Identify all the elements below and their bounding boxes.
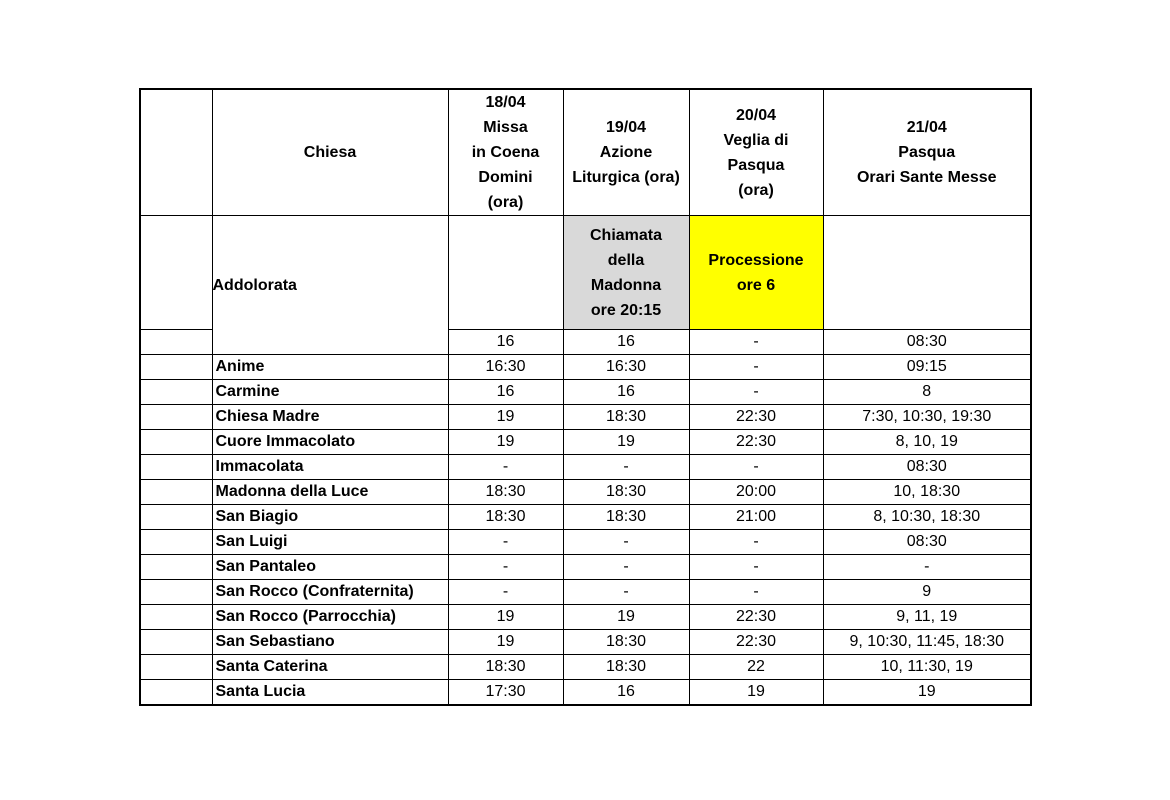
time-cell: 16:30 [448, 355, 563, 380]
header-18-04-line: Domini [478, 169, 533, 186]
empty-cell [448, 216, 563, 330]
time-cell: - [689, 530, 823, 555]
time-cell: 08:30 [823, 330, 1031, 355]
time-cell: 18:30 [448, 480, 563, 505]
time-cell: 22:30 [689, 405, 823, 430]
time-cell: 9, 10:30, 11:45, 18:30 [823, 630, 1031, 655]
time-cell: - [448, 455, 563, 480]
blank-cell [140, 216, 212, 330]
blank-cell [140, 655, 212, 680]
time-cell: - [689, 555, 823, 580]
table-row [140, 355, 1031, 380]
time-cell: - [563, 455, 689, 480]
schedule-body [140, 89, 1031, 705]
time-cell: 8, 10:30, 18:30 [823, 505, 1031, 530]
time-cell: 21:00 [689, 505, 823, 530]
blank-cell [140, 630, 212, 655]
header-18-04 [448, 89, 563, 216]
time-cell: 16 [448, 380, 563, 405]
time-cell: 16 [563, 330, 689, 355]
header-21-04-line: 21/04 [906, 119, 947, 136]
time-cell: 08:30 [823, 455, 1031, 480]
note-line: della [607, 251, 645, 269]
header-20-04-line: Veglia di [723, 131, 789, 149]
table-row [140, 580, 1031, 605]
time-cell: - [689, 455, 823, 480]
time-cell: 16 [563, 680, 689, 706]
note-line: Processione [708, 251, 804, 269]
table-row [140, 680, 1031, 706]
time-cell: 10, 18:30 [823, 480, 1031, 505]
table-row [140, 405, 1031, 430]
header-20-04-line: 20/04 [735, 106, 777, 124]
blank-cell [140, 530, 212, 555]
time-cell: 7:30, 10:30, 19:30 [823, 405, 1031, 430]
time-cell: 8 [823, 380, 1031, 405]
time-cell: 10, 11:30, 19 [823, 655, 1031, 680]
note-line: Chiamata [589, 226, 663, 244]
church-name: San Sebastiano [212, 630, 448, 655]
blank-cell [140, 480, 212, 505]
time-cell: - [448, 530, 563, 555]
time-cell: 08:30 [823, 530, 1031, 555]
church-name: Anime [212, 355, 448, 380]
time-cell: 22:30 [689, 630, 823, 655]
time-cell: 9, 11, 19 [823, 605, 1031, 630]
time-cell: 9 [823, 580, 1031, 605]
header-21-04-line: Pasqua [898, 144, 956, 161]
time-cell: - [823, 555, 1031, 580]
header-19-04-line: 19/04 [605, 119, 647, 136]
time-cell: - [563, 580, 689, 605]
table-row [140, 555, 1031, 580]
time-cell: 19 [448, 605, 563, 630]
time-cell: 22:30 [689, 605, 823, 630]
note-line: Madonna [590, 276, 662, 294]
addolorata-note-row [140, 216, 1031, 330]
church-name: San Rocco (Confraternita) [212, 580, 448, 605]
header-19-04 [563, 89, 689, 216]
time-cell: - [563, 530, 689, 555]
church-name: Chiesa Madre [212, 405, 448, 430]
church-name: Carmine [212, 380, 448, 405]
blank-cell [140, 405, 212, 430]
time-cell: 22:30 [689, 430, 823, 455]
header-20-04-line: Pasqua [727, 156, 785, 174]
time-cell: 8, 10, 19 [823, 430, 1031, 455]
table-row [140, 655, 1031, 680]
header-chiesa: Chiesa [212, 89, 448, 216]
church-name: Santa Lucia [212, 680, 448, 706]
empty-cell [823, 216, 1031, 330]
header-21-04-line: Orari Sante Messe [856, 169, 997, 186]
time-cell: 17:30 [448, 680, 563, 706]
table-row [140, 430, 1031, 455]
time-cell: 19 [448, 430, 563, 455]
header-18-04-line: 18/04 [485, 94, 526, 111]
table-row [140, 505, 1031, 530]
church-name: San Rocco (Parrocchia) [212, 605, 448, 630]
header-18-04-line: Missa [483, 119, 528, 136]
time-cell: 16 [563, 380, 689, 405]
time-cell: 19 [563, 605, 689, 630]
note-chiamata-madonna [563, 216, 689, 330]
time-cell: - [689, 580, 823, 605]
time-cell: 18:30 [448, 505, 563, 530]
time-cell: 18:30 [448, 655, 563, 680]
time-cell: 16:30 [563, 355, 689, 380]
time-cell: 18:30 [563, 655, 689, 680]
blank-cell [140, 380, 212, 405]
blank-cell [140, 330, 212, 355]
church-name-addolorata: Addolorata [212, 216, 448, 355]
time-cell: 19 [823, 680, 1031, 706]
church-name: Immacolata [212, 455, 448, 480]
time-cell: 19 [689, 680, 823, 706]
header-row [140, 89, 1031, 216]
header-18-04-line: (ora) [487, 194, 524, 211]
header-21-04 [823, 89, 1031, 216]
church-name: Santa Caterina [212, 655, 448, 680]
time-cell: - [689, 355, 823, 380]
time-cell: 18:30 [563, 480, 689, 505]
time-cell: 19 [448, 630, 563, 655]
table-row [140, 380, 1031, 405]
note-processione [689, 216, 823, 330]
time-cell: 22 [689, 655, 823, 680]
header-19-04-line: Liturgica (ora) [572, 169, 680, 186]
header-20-04 [689, 89, 823, 216]
table-row [140, 480, 1031, 505]
note-line: ore 20:15 [590, 301, 662, 319]
time-cell: 18:30 [563, 405, 689, 430]
header-18-04-line: in Coena [471, 144, 540, 161]
church-name: Madonna della Luce [212, 480, 448, 505]
blank-cell [140, 430, 212, 455]
time-cell: - [689, 330, 823, 355]
time-cell: 18:30 [563, 505, 689, 530]
header-20-04-line: (ora) [738, 181, 774, 199]
church-name: San Biagio [212, 505, 448, 530]
church-name: San Luigi [212, 530, 448, 555]
blank-cell [140, 580, 212, 605]
church-name: Cuore Immacolato [212, 430, 448, 455]
note-line: ore 6 [736, 276, 776, 294]
time-cell: 18:30 [563, 630, 689, 655]
blank-cell [140, 355, 212, 380]
blank-cell [140, 555, 212, 580]
table-row [140, 455, 1031, 480]
time-cell: 19 [448, 405, 563, 430]
table-row [140, 605, 1031, 630]
time-cell: - [448, 555, 563, 580]
table-row [140, 630, 1031, 655]
time-cell: 16 [448, 330, 563, 355]
time-cell: 09:15 [823, 355, 1031, 380]
blank-cell [140, 605, 212, 630]
time-cell: - [563, 555, 689, 580]
time-cell: - [448, 580, 563, 605]
church-name: San Pantaleo [212, 555, 448, 580]
table-row [140, 530, 1031, 555]
time-cell: 19 [563, 430, 689, 455]
schedule-table [139, 88, 1032, 706]
header-19-04-line: Azione [599, 144, 653, 161]
blank-cell [140, 680, 212, 706]
header-blank-cell [140, 89, 212, 216]
blank-cell [140, 455, 212, 480]
time-cell: - [689, 380, 823, 405]
time-cell: 20:00 [689, 480, 823, 505]
blank-cell [140, 505, 212, 530]
